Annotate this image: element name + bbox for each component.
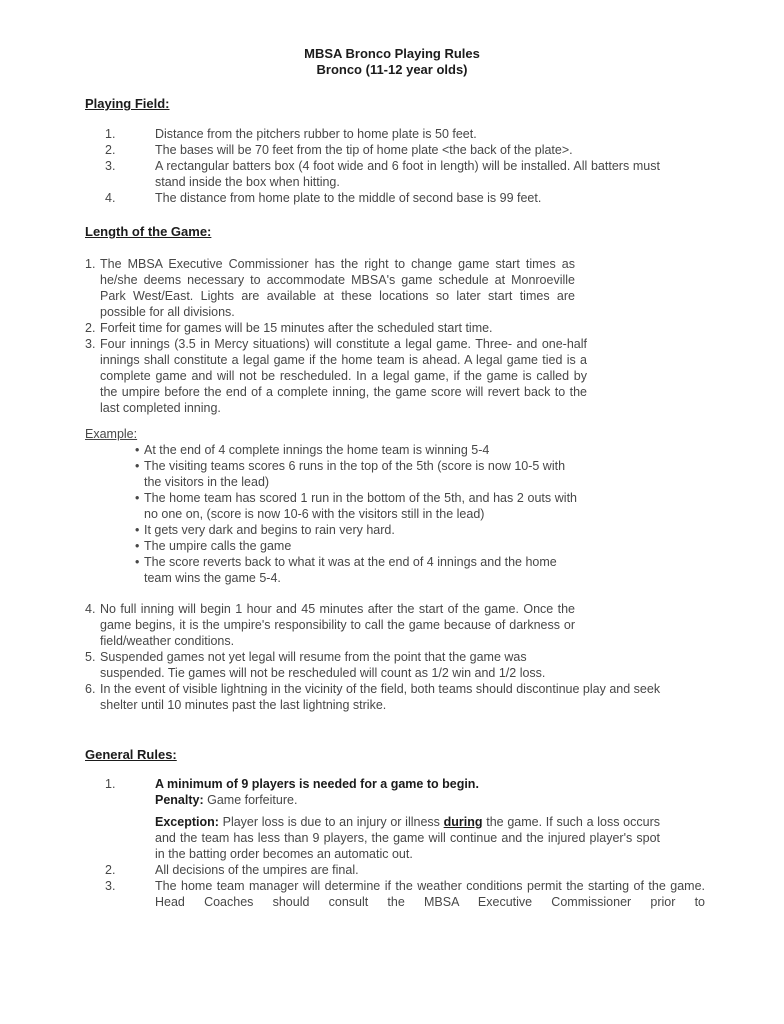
bullet-item: [135, 522, 784, 538]
item-number: 6.: [85, 682, 96, 696]
penalty-text: Game forfeiture.: [203, 793, 298, 807]
penalty-label: Penalty:: [155, 793, 204, 807]
item-number: 3.: [85, 337, 96, 351]
rule-headline: A minimum of 9 players is needed for a game to begin.: [155, 777, 479, 791]
item-text: The MBSA Executive Commissioner has the right to change game start times as he/she deems necessary to accommodate MBSA's game schedule at Monroeville Park West/East. Lights are available at these locations so later start times are possible for all divisions.: [100, 257, 575, 319]
bullet-item: [135, 554, 784, 586]
bullet-text: It gets very dark and begins to rain very hard.: [144, 523, 395, 537]
list-item: [105, 190, 784, 206]
list-item: [85, 649, 784, 681]
bullet-icon: •: [135, 523, 140, 537]
example-bullet-list: [135, 442, 784, 586]
exception-paragraph: [155, 814, 660, 862]
bullet-text: The score reverts back to what it was at the end of 4 innings and the home team wins the game 5-4.: [144, 555, 557, 585]
item-text: Forfeit time for games will be 15 minutes after the scheduled start time.: [100, 321, 493, 335]
bullet-icon: •: [135, 555, 140, 569]
section-heading-general-rules: General Rules:: [85, 747, 177, 762]
section-heading-length-of-game: Length of the Game:: [85, 224, 212, 239]
bullet-text: The home team has scored 1 run in the bottom of the 5th, and has 2 outs with no one on, (score is now 10-6 with the visitors still in the lead): [144, 491, 577, 521]
list-item: [85, 256, 784, 320]
playing-field-list: [105, 126, 784, 206]
item-text: Four innings (3.5 in Mercy situations) will constitute a legal game. Three- and one-half innings shall constitute a legal game if the home team is ahead. A legal game tied is a complete game and will not be rescheduled. In a legal game, if the game is called by the umpire before the end of a complete inning, the game score will revert back to the last completed inning.: [100, 337, 587, 415]
section-heading-example: Example:: [85, 427, 138, 441]
exception-text-pre: Player loss is due to an injury or illness: [218, 815, 444, 829]
item-text: Distance from the pitchers rubber to home plate is 50 feet.: [155, 127, 477, 141]
document-title: [0, 0, 784, 78]
list-item: [105, 158, 784, 190]
list-item: [105, 862, 784, 878]
list-item: [105, 126, 784, 142]
item-number: 1.: [85, 257, 96, 271]
item-number: 4.: [85, 602, 96, 616]
length-of-game-list-part2: [85, 601, 784, 713]
item-number: 3.: [105, 879, 116, 893]
item-number: 3.: [105, 159, 116, 173]
item-text: A rectangular batters box (4 foot wide and 6 foot in length) will be installed. All batters must stand inside the box when hitting.: [155, 159, 660, 189]
bullet-icon: •: [135, 459, 140, 473]
bullet-icon: •: [135, 491, 140, 505]
bullet-text: The umpire calls the game: [144, 539, 292, 553]
bullet-item: [135, 442, 784, 458]
exception-emphasis: during: [443, 815, 483, 829]
list-item: [105, 878, 784, 910]
length-of-game-list-part1: [85, 256, 784, 416]
item-text: The bases will be 70 feet from the tip of home plate <the back of the plate>.: [155, 143, 573, 157]
bullet-text: The visiting teams scores 6 runs in the top of the 5th (score is now 10-5 with the visitors in the lead): [144, 459, 566, 489]
penalty-line: [155, 792, 660, 808]
bullet-icon: •: [135, 539, 140, 553]
list-item: [105, 776, 784, 862]
exception-label: Exception:: [155, 815, 219, 829]
item-text-block: [155, 776, 660, 862]
item-text: All decisions of the umpires are final.: [155, 863, 359, 877]
list-item: [85, 336, 784, 416]
item-text: The distance from home plate to the middle of second base is 99 feet.: [155, 191, 542, 205]
title-line-2: Bronco (11-12 year olds): [316, 62, 468, 77]
bullet-icon: •: [135, 443, 140, 457]
bullet-item: [135, 490, 784, 522]
list-item: [85, 601, 784, 649]
list-item: [105, 142, 784, 158]
list-item: [85, 320, 784, 336]
item-number: 1.: [105, 127, 116, 141]
bullet-item: [135, 538, 784, 554]
exception-text-post: the game. If such a loss occurs and the team has less than 9 players, the game will continue and the injured player's spot in the batting order becomes an automatic out.: [155, 815, 660, 861]
item-text: No full inning will begin 1 hour and 45 minutes after the start of the game. Once the game begins, it is the umpire's responsibility to call the game because of darkness or field/weather conditions.: [100, 602, 575, 648]
section-heading-playing-field: Playing Field:: [85, 96, 170, 111]
item-text: The home team manager will determine if the weather conditions permit the starting of the game. Head Coaches should consult the MBSA Executive Commissioner prior to: [155, 879, 705, 909]
item-number: 2.: [105, 863, 116, 877]
item-number: 4.: [105, 191, 116, 205]
bullet-item: [135, 458, 784, 490]
item-text: In the event of visible lightning in the vicinity of the field, both teams should discontinue play and seek shelter until 10 minutes past the last lightning strike.: [100, 682, 661, 712]
list-item: [85, 681, 784, 713]
bullet-text: At the end of 4 complete innings the home team is winning 5-4: [144, 443, 490, 457]
item-number: 2.: [105, 143, 116, 157]
item-number: 1.: [105, 777, 116, 791]
item-number: 2.: [85, 321, 96, 335]
item-number: 5.: [85, 650, 96, 664]
title-line-1: MBSA Bronco Playing Rules: [304, 46, 480, 61]
general-rules-list: [105, 776, 784, 910]
item-text: Suspended games not yet legal will resume from the point that the game was suspended. Tie games will not be rescheduled will count as 1/2 win and 1/2 loss.: [100, 650, 546, 680]
